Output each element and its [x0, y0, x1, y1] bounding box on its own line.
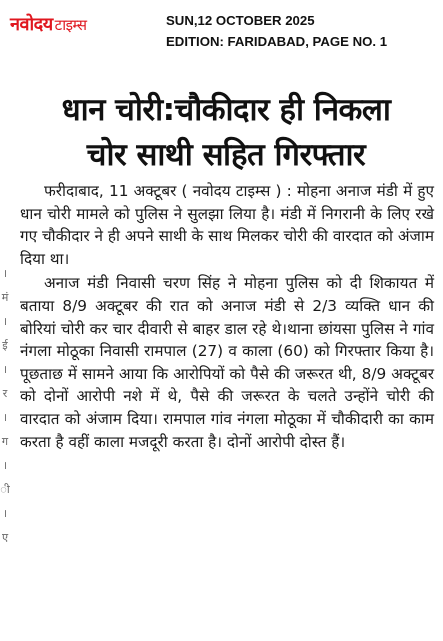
- logo-text: नवोदय: [10, 14, 53, 35]
- strip-glyph: ग: [1, 435, 9, 448]
- strip-glyph: ।: [2, 459, 8, 472]
- date-line: SUN,12 OCTOBER 2025: [166, 13, 315, 28]
- strip-glyph: ई: [2, 339, 8, 352]
- strip-glyph: ।: [2, 267, 8, 280]
- strip-glyph: ।: [2, 363, 8, 376]
- edition-line: EDITION: FARIDABAD, PAGE NO. 1: [166, 34, 388, 49]
- article-body: [20, 180, 434, 453]
- masthead: [0, 0, 443, 58]
- headline-line-1: धान चोरी:चौकीदार ही निकला: [61, 92, 391, 128]
- strip-glyph: ए: [1, 531, 9, 544]
- paragraph-2: अनाज मंडी निवासी चरण सिंह ने मोहना पुलिस को दी शिकायत में बताया 8/9 अक्टूबर की रात को अनाज मंडी से 2/3 व्यक्ति धान की बोरियां चोरी कर चार दीवारी से बाहर डाल रहे थे।थाना छांयसा पुलिस ने गांव नंगला मोठूका निवासी रामपाल (27) व काला (60) को गिरफ्तार किया है। पूछताछ में सामने आया कि आरोपियों को पैसे की जरूरत थी, 8/9 अक्टूबर को दोनों आरोपी नशे में थे, पैसे की जरूरत के चलते उन्होंने चोरी की वारदात को अंजाम दिया। रामपाल गांव नंगला मोठूका में चौकीदारी का काम करता है वहीं काला मजदूरी करता है। दोनों आरोपी दोस्त हैं।: [20, 274, 434, 451]
- logo-subtext: टाइम्स: [54, 16, 87, 34]
- edition-info: [166, 10, 436, 52]
- adjacent-column-fragment: [0, 262, 10, 641]
- strip-glyph: ।: [2, 315, 8, 328]
- newspaper-logo: [10, 12, 87, 36]
- strip-glyph: मं: [1, 291, 9, 304]
- paragraph-1: फरीदाबाद, 11 अक्टूबर ( नवोदय टाइम्स ) : मोहना अनाज मंडी में हुए धान चोरी मामले को पुलिस ने सुलझा लिया है। मंडी में निगरानी के लिए रखे गए चौकीदार ने ही अपने साथी के साथ मिलकर चोरी की वारदात को अंजाम दिया था।: [20, 182, 434, 268]
- strip-glyph: ।: [2, 411, 8, 424]
- strip-glyph: ी: [0, 483, 10, 496]
- strip-glyph: ।: [2, 507, 8, 520]
- strip-glyph: र: [2, 387, 8, 400]
- headline-line-2: चोर साथी सहित गिरफ्तार: [86, 137, 366, 173]
- article-headline: [14, 88, 438, 178]
